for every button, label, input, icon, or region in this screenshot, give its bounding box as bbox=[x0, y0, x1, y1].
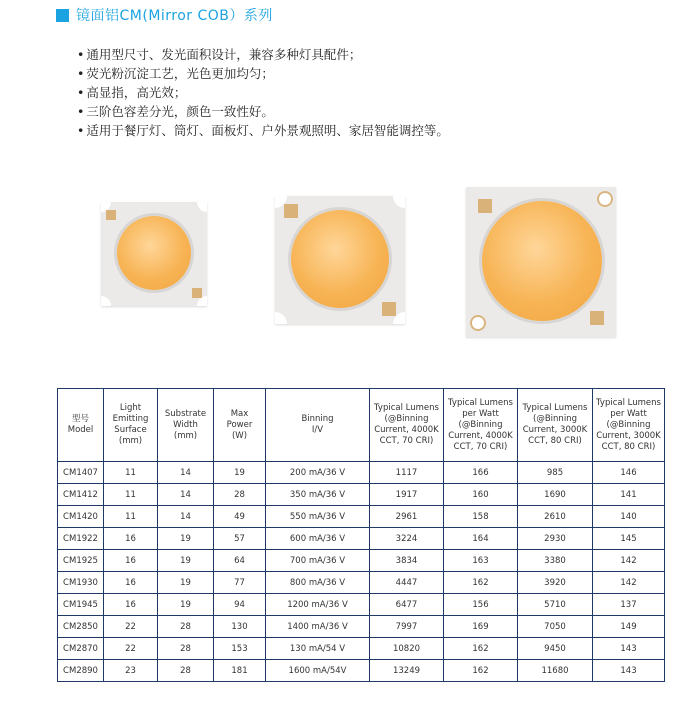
feature-item: • 三阶色容差分光，颜色一致性好。 bbox=[77, 102, 449, 121]
table-cell: 49 bbox=[214, 506, 266, 528]
feature-item: • 荧光粉沉淀工艺，光色更加均匀； bbox=[77, 64, 449, 83]
column-header-line: (mm) bbox=[118, 436, 143, 446]
column-header bbox=[518, 389, 593, 462]
column-header-line: Substrate bbox=[164, 408, 207, 419]
table-cell: 700 mA/36 V bbox=[266, 550, 370, 572]
table-cell: 142 bbox=[593, 550, 665, 572]
table-cell: 11 bbox=[104, 484, 158, 506]
table-cell: 160 bbox=[444, 484, 518, 506]
spec-table-header bbox=[58, 389, 665, 462]
column-header-line: Current, 4000K bbox=[448, 430, 513, 441]
column-header bbox=[266, 389, 370, 462]
table-cell: 1117 bbox=[370, 462, 444, 484]
table-cell: 153 bbox=[214, 638, 266, 660]
table-cell: 163 bbox=[444, 550, 518, 572]
table-cell: 142 bbox=[593, 572, 665, 594]
table-cell: 1600 mA/54V bbox=[266, 660, 370, 682]
table-cell: 149 bbox=[593, 616, 665, 638]
table-cell: 3834 bbox=[370, 550, 444, 572]
table-cell: 19 bbox=[158, 528, 214, 550]
table-cell: 14 bbox=[158, 462, 214, 484]
column-header-line: Typical Lumens bbox=[596, 397, 661, 408]
table-cell: 130 mA/54 V bbox=[266, 638, 370, 660]
table-cell: 140 bbox=[593, 506, 665, 528]
table-cell: 162 bbox=[444, 572, 518, 594]
column-header-line: CCT, 80 CRI) bbox=[528, 436, 582, 446]
column-header bbox=[104, 389, 158, 462]
table-row bbox=[58, 572, 665, 594]
table-cell: 16 bbox=[104, 594, 158, 616]
table-cell: 7050 bbox=[518, 616, 593, 638]
table-cell: 162 bbox=[444, 638, 518, 660]
table-cell: 1917 bbox=[370, 484, 444, 506]
section-title bbox=[56, 5, 273, 25]
title-square-icon bbox=[56, 9, 69, 22]
table-cell: 1200 mA/36 V bbox=[266, 594, 370, 616]
table-cell: 137 bbox=[593, 594, 665, 616]
table-row bbox=[58, 660, 665, 682]
table-row bbox=[58, 616, 665, 638]
table-cell: 985 bbox=[518, 462, 593, 484]
column-header-line: CCT, 70 CRI) bbox=[379, 436, 434, 446]
table-cell: CM2890 bbox=[58, 660, 104, 682]
table-cell: 350 mA/36 V bbox=[266, 484, 370, 506]
column-header-line: (@Binning bbox=[384, 414, 429, 424]
table-row bbox=[58, 506, 665, 528]
table-cell: 146 bbox=[593, 462, 665, 484]
table-cell: CM1412 bbox=[58, 484, 104, 506]
column-header-line: Light bbox=[119, 403, 142, 413]
column-header bbox=[158, 389, 214, 462]
table-cell: 22 bbox=[104, 638, 158, 660]
table-cell: 19 bbox=[158, 550, 214, 572]
column-header bbox=[370, 389, 444, 462]
table-cell: 130 bbox=[214, 616, 266, 638]
column-header-line: Current, 4000K bbox=[374, 425, 439, 435]
table-cell: CM1945 bbox=[58, 594, 104, 616]
table-cell: 4447 bbox=[370, 572, 444, 594]
table-cell: CM1930 bbox=[58, 572, 104, 594]
table-cell: 19 bbox=[214, 462, 266, 484]
column-header-line: Max bbox=[230, 408, 249, 419]
column-header-line: per Watt bbox=[610, 408, 647, 419]
table-row bbox=[58, 638, 665, 660]
cob-chip-large-image bbox=[466, 187, 616, 337]
table-cell: 13249 bbox=[370, 660, 444, 682]
table-cell: 11 bbox=[104, 462, 158, 484]
table-cell: 77 bbox=[214, 572, 266, 594]
column-header-line: Surface bbox=[114, 425, 147, 435]
table-row bbox=[58, 594, 665, 616]
table-cell: 11 bbox=[104, 506, 158, 528]
column-header-line: Width bbox=[173, 419, 198, 430]
table-cell: 166 bbox=[444, 462, 518, 484]
table-cell: 19 bbox=[158, 594, 214, 616]
spec-table bbox=[57, 388, 665, 682]
table-cell: 16 bbox=[104, 572, 158, 594]
table-cell: 1400 mA/36 V bbox=[266, 616, 370, 638]
table-cell: 181 bbox=[214, 660, 266, 682]
table-cell: 57 bbox=[214, 528, 266, 550]
table-cell: 64 bbox=[214, 550, 266, 572]
column-header-line: (@Binning bbox=[606, 419, 651, 430]
table-cell: CM1922 bbox=[58, 528, 104, 550]
table-row bbox=[58, 550, 665, 572]
table-cell: 162 bbox=[444, 660, 518, 682]
column-header-line: Typical Lumens bbox=[374, 403, 439, 413]
column-header-line: Power bbox=[226, 419, 253, 430]
column-header bbox=[214, 389, 266, 462]
table-cell: 3920 bbox=[518, 572, 593, 594]
table-row bbox=[58, 528, 665, 550]
table-cell: 3224 bbox=[370, 528, 444, 550]
table-cell: 14 bbox=[158, 484, 214, 506]
table-cell: 600 mA/36 V bbox=[266, 528, 370, 550]
column-header-line: per Watt bbox=[462, 408, 499, 419]
table-cell: CM2850 bbox=[58, 616, 104, 638]
table-cell: CM2870 bbox=[58, 638, 104, 660]
column-header-line: (W) bbox=[231, 430, 248, 441]
table-cell: 2961 bbox=[370, 506, 444, 528]
column-header bbox=[593, 389, 665, 462]
table-cell: 200 mA/36 V bbox=[266, 462, 370, 484]
table-cell: 156 bbox=[444, 594, 518, 616]
table-cell: 158 bbox=[444, 506, 518, 528]
spec-table-body bbox=[58, 462, 665, 682]
table-cell: 143 bbox=[593, 638, 665, 660]
column-header-line: Typical Lumens bbox=[522, 403, 588, 413]
table-row bbox=[58, 484, 665, 506]
table-cell: 169 bbox=[444, 616, 518, 638]
table-cell: 10820 bbox=[370, 638, 444, 660]
column-header bbox=[444, 389, 518, 462]
table-cell: CM1420 bbox=[58, 506, 104, 528]
table-cell: 23 bbox=[104, 660, 158, 682]
table-row bbox=[58, 462, 665, 484]
table-cell: 5710 bbox=[518, 594, 593, 616]
table-cell: 800 mA/36 V bbox=[266, 572, 370, 594]
column-header-line: Model bbox=[67, 425, 94, 435]
column-header-line: Current, 3000K bbox=[522, 425, 588, 435]
column-header-line: Typical Lumens bbox=[448, 397, 513, 408]
table-cell: 28 bbox=[158, 660, 214, 682]
table-cell: 2930 bbox=[518, 528, 593, 550]
table-cell: 2610 bbox=[518, 506, 593, 528]
column-header-line: Current, 3000K bbox=[596, 430, 661, 441]
header-row bbox=[58, 389, 665, 462]
column-header-line: CCT, 80 CRI) bbox=[601, 441, 656, 452]
column-header bbox=[58, 389, 104, 462]
feature-item: • 适用于餐厅灯、筒灯、面板灯、户外景观照明、家居智能调控等。 bbox=[77, 121, 449, 140]
column-header-line: (@Binning bbox=[533, 414, 577, 424]
column-header-line: CCT, 70 CRI) bbox=[453, 441, 508, 452]
table-cell: 141 bbox=[593, 484, 665, 506]
feature-item: • 通用型尺寸、发光面积设计，兼容多种灯具配件； bbox=[77, 45, 449, 64]
column-header-line: (mm) bbox=[173, 430, 198, 441]
column-header-line: (@Binning bbox=[458, 419, 503, 430]
feature-item: • 高显指，高光效； bbox=[77, 83, 449, 102]
table-cell: 550 mA/36 V bbox=[266, 506, 370, 528]
table-cell: 3380 bbox=[518, 550, 593, 572]
title-text: 镜面铝CM(Mirror COB）系列 bbox=[76, 8, 273, 24]
feature-list bbox=[77, 45, 449, 140]
table-cell: 22 bbox=[104, 616, 158, 638]
table-cell: 28 bbox=[158, 616, 214, 638]
table-cell: 6477 bbox=[370, 594, 444, 616]
table-cell: 16 bbox=[104, 528, 158, 550]
table-cell: CM1407 bbox=[58, 462, 104, 484]
table-cell: 143 bbox=[593, 660, 665, 682]
column-header-line: I/V bbox=[311, 425, 324, 435]
table-cell: CM1925 bbox=[58, 550, 104, 572]
table-cell: 19 bbox=[158, 572, 214, 594]
column-header-line: Binning bbox=[301, 414, 334, 424]
column-header-line: 型号 bbox=[71, 414, 89, 424]
table-cell: 1690 bbox=[518, 484, 593, 506]
table-cell: 11680 bbox=[518, 660, 593, 682]
cob-chip-medium-image bbox=[275, 196, 405, 324]
table-cell: 16 bbox=[104, 550, 158, 572]
column-header-line: Emitting bbox=[112, 414, 149, 424]
table-cell: 145 bbox=[593, 528, 665, 550]
table-cell: 94 bbox=[214, 594, 266, 616]
table-cell: 164 bbox=[444, 528, 518, 550]
table-cell: 14 bbox=[158, 506, 214, 528]
cob-chip-small-image bbox=[101, 202, 207, 306]
table-cell: 9450 bbox=[518, 638, 593, 660]
table-cell: 28 bbox=[214, 484, 266, 506]
table-cell: 7997 bbox=[370, 616, 444, 638]
table-cell: 28 bbox=[158, 638, 214, 660]
